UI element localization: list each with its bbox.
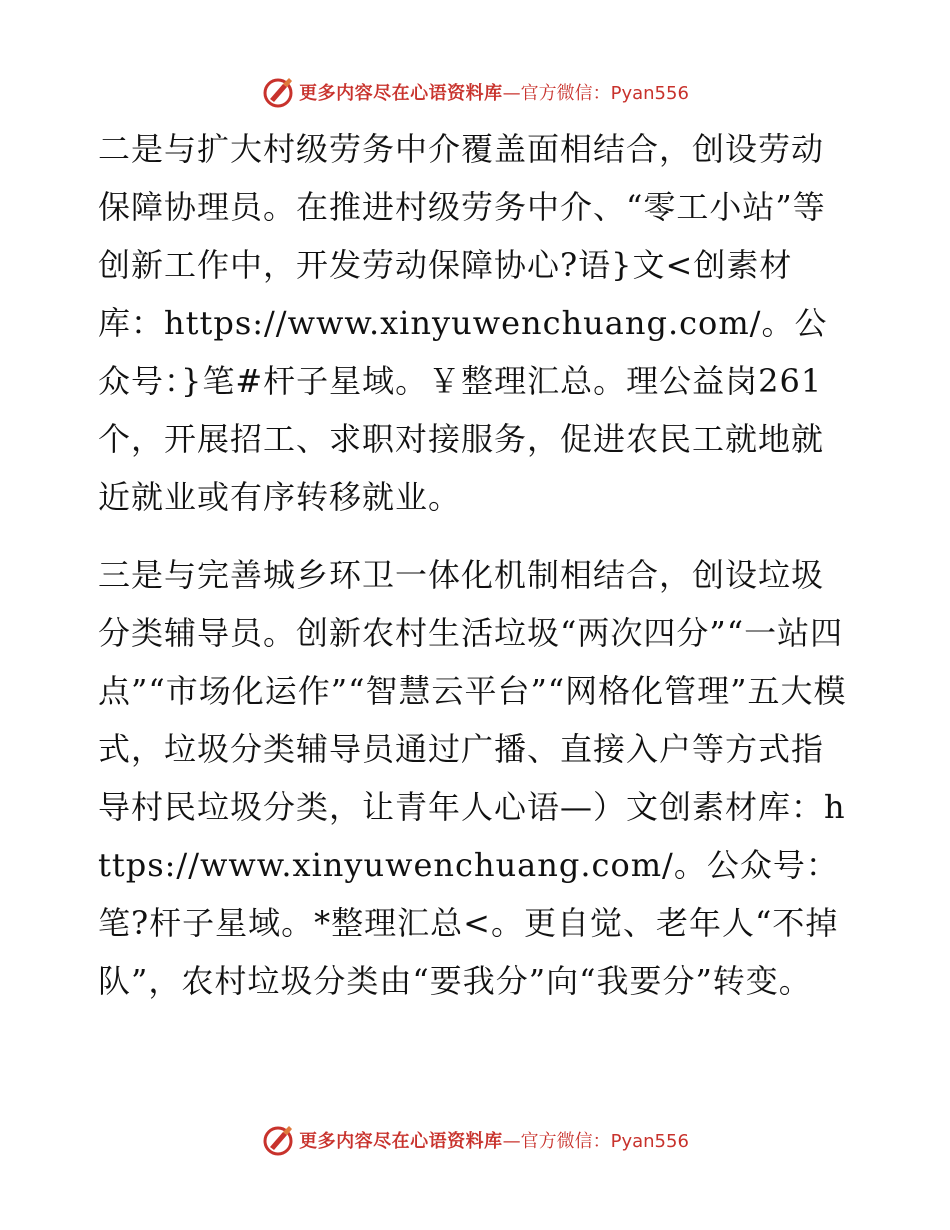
pen-logo-icon [261, 75, 295, 109]
pen-logo-icon [261, 1123, 295, 1157]
footer-banner-text: 更多内容尽在心语资料库 [299, 1131, 503, 1152]
header-banner-contact: —官方微信：Pyan556 [502, 83, 689, 104]
footer-banner-contact: —官方微信：Pyan556 [502, 1131, 689, 1152]
paragraph-labor-assistant: 二是与扩大村级劳务中介覆盖面相结合，创设劳动保障协理员。在推进村级劳务中介、“零工小站”等创新工作中，开发劳动保障协心?语}文<创素材库：https://www.xinyuwenchuang.com/。公众号：}笔#杆子星域。￥整理汇总。理公益岗261个，开展招工、求职对接服务，促进农民工就地就近就业或有序转移就业。 [98, 130, 828, 516]
paragraph-garbage-classification: 三是与完善城乡环卫一体化机制相结合，创设垃圾分类辅导员。创新农村生活垃圾“两次四分”“一站四点”“市场化运作”“智慧云平台”“网格化管理”五大模式，垃圾分类辅导员通过广播、直接入户等方式指导村民垃圾分类，让青年人心语—）文创素材库：https://www.xinyuwenchuang.com/。公众号：笔?杆子星域。*整理汇总<。更自觉、老年人“不掉队”，农村垃圾分类由“要我分”向“我要分”转变。 [98, 556, 847, 1000]
header-banner [0, 72, 950, 112]
document-body [98, 120, 850, 1010]
header-banner-text: 更多内容尽在心语资料库 [299, 83, 503, 104]
footer-banner [0, 1120, 950, 1160]
